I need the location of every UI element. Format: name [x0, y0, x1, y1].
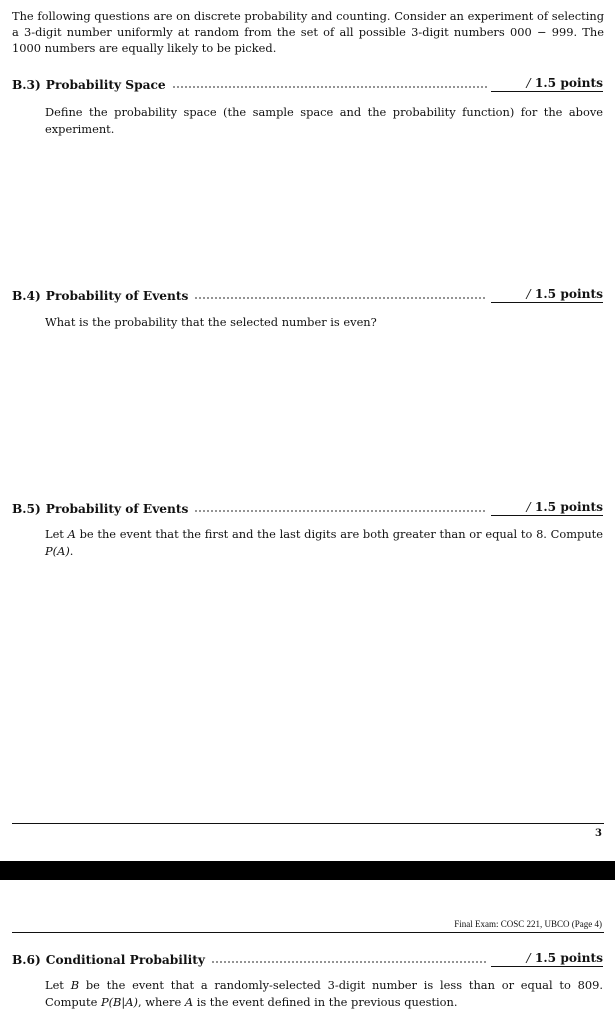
- question-title: Conditional Probability: [45, 953, 205, 967]
- dot-leader: [172, 77, 487, 89]
- math-expression: P(B|A): [100, 995, 138, 1009]
- question-number: B.3): [12, 78, 41, 92]
- points-slash: /: [526, 951, 531, 965]
- points-box: [491, 76, 603, 92]
- points-box: [491, 951, 603, 967]
- points-slash: /: [526, 287, 531, 301]
- math-expression: P(A): [45, 544, 70, 558]
- points-box: [491, 287, 603, 303]
- prompt-text: Let: [45, 527, 68, 541]
- question-title: Probability of Events: [45, 502, 189, 516]
- page-separator: [0, 861, 615, 880]
- question-number: B.4): [12, 289, 41, 303]
- question-header-b6: [12, 949, 603, 967]
- prompt-text: .: [69, 544, 74, 558]
- dot-leader: [211, 952, 487, 964]
- math-variable: A: [67, 527, 76, 541]
- points-slash: /: [526, 500, 531, 514]
- dot-leader: [194, 288, 487, 300]
- prompt-text: be the event that the first and the last digits are both greater than or equal to 8. Compute: [75, 527, 603, 541]
- question-number: B.6): [12, 953, 41, 967]
- math-variable: A: [184, 995, 194, 1009]
- question-prompt-b6: [45, 977, 603, 1011]
- points-box: [491, 500, 603, 516]
- question-prompt-b3: Define the probability space (the sample space and the probability function) for the above experiment.: [45, 105, 603, 136]
- points-value: 1.5 points: [534, 500, 603, 514]
- question-header-b3: [12, 74, 603, 92]
- dot-leader: [194, 501, 487, 513]
- question-prompt-b5: [45, 526, 603, 560]
- points-value: 1.5 points: [534, 951, 603, 965]
- running-header: Final Exam: COSC 221, UBCO (Page 4): [454, 919, 602, 929]
- question-title: Probability of Events: [45, 289, 189, 303]
- page-number: 3: [595, 828, 602, 839]
- points-value: 1.5 points: [534, 76, 603, 90]
- question-title: Probability Space: [45, 78, 166, 92]
- prompt-text: be the event that a randomly-selected 3-digit number is less than or equal to 809. Compute: [45, 978, 603, 1009]
- points-slash: /: [526, 76, 531, 90]
- question-number: B.5): [12, 502, 41, 516]
- intro-paragraph: The following questions are on discrete probability and counting. Consider an experiment of selecting a 3-digit number uniformly at random from the set of all possible 3-digit numbers 000 − 999. The 1000 numbers are equally likely to be picked.: [12, 9, 604, 55]
- math-variable: B: [70, 978, 80, 992]
- points-value: 1.5 points: [534, 287, 603, 301]
- question-header-b4: [12, 285, 603, 303]
- question-prompt-b4: What is the probability that the selected number is even?: [45, 315, 377, 329]
- prompt-text: , where: [137, 995, 185, 1009]
- question-header-b5: [12, 498, 603, 516]
- header-rule: [12, 932, 604, 933]
- prompt-text: Let: [45, 978, 71, 992]
- prompt-text: is the event defined in the previous question.: [193, 995, 458, 1009]
- footer-rule: [12, 823, 604, 824]
